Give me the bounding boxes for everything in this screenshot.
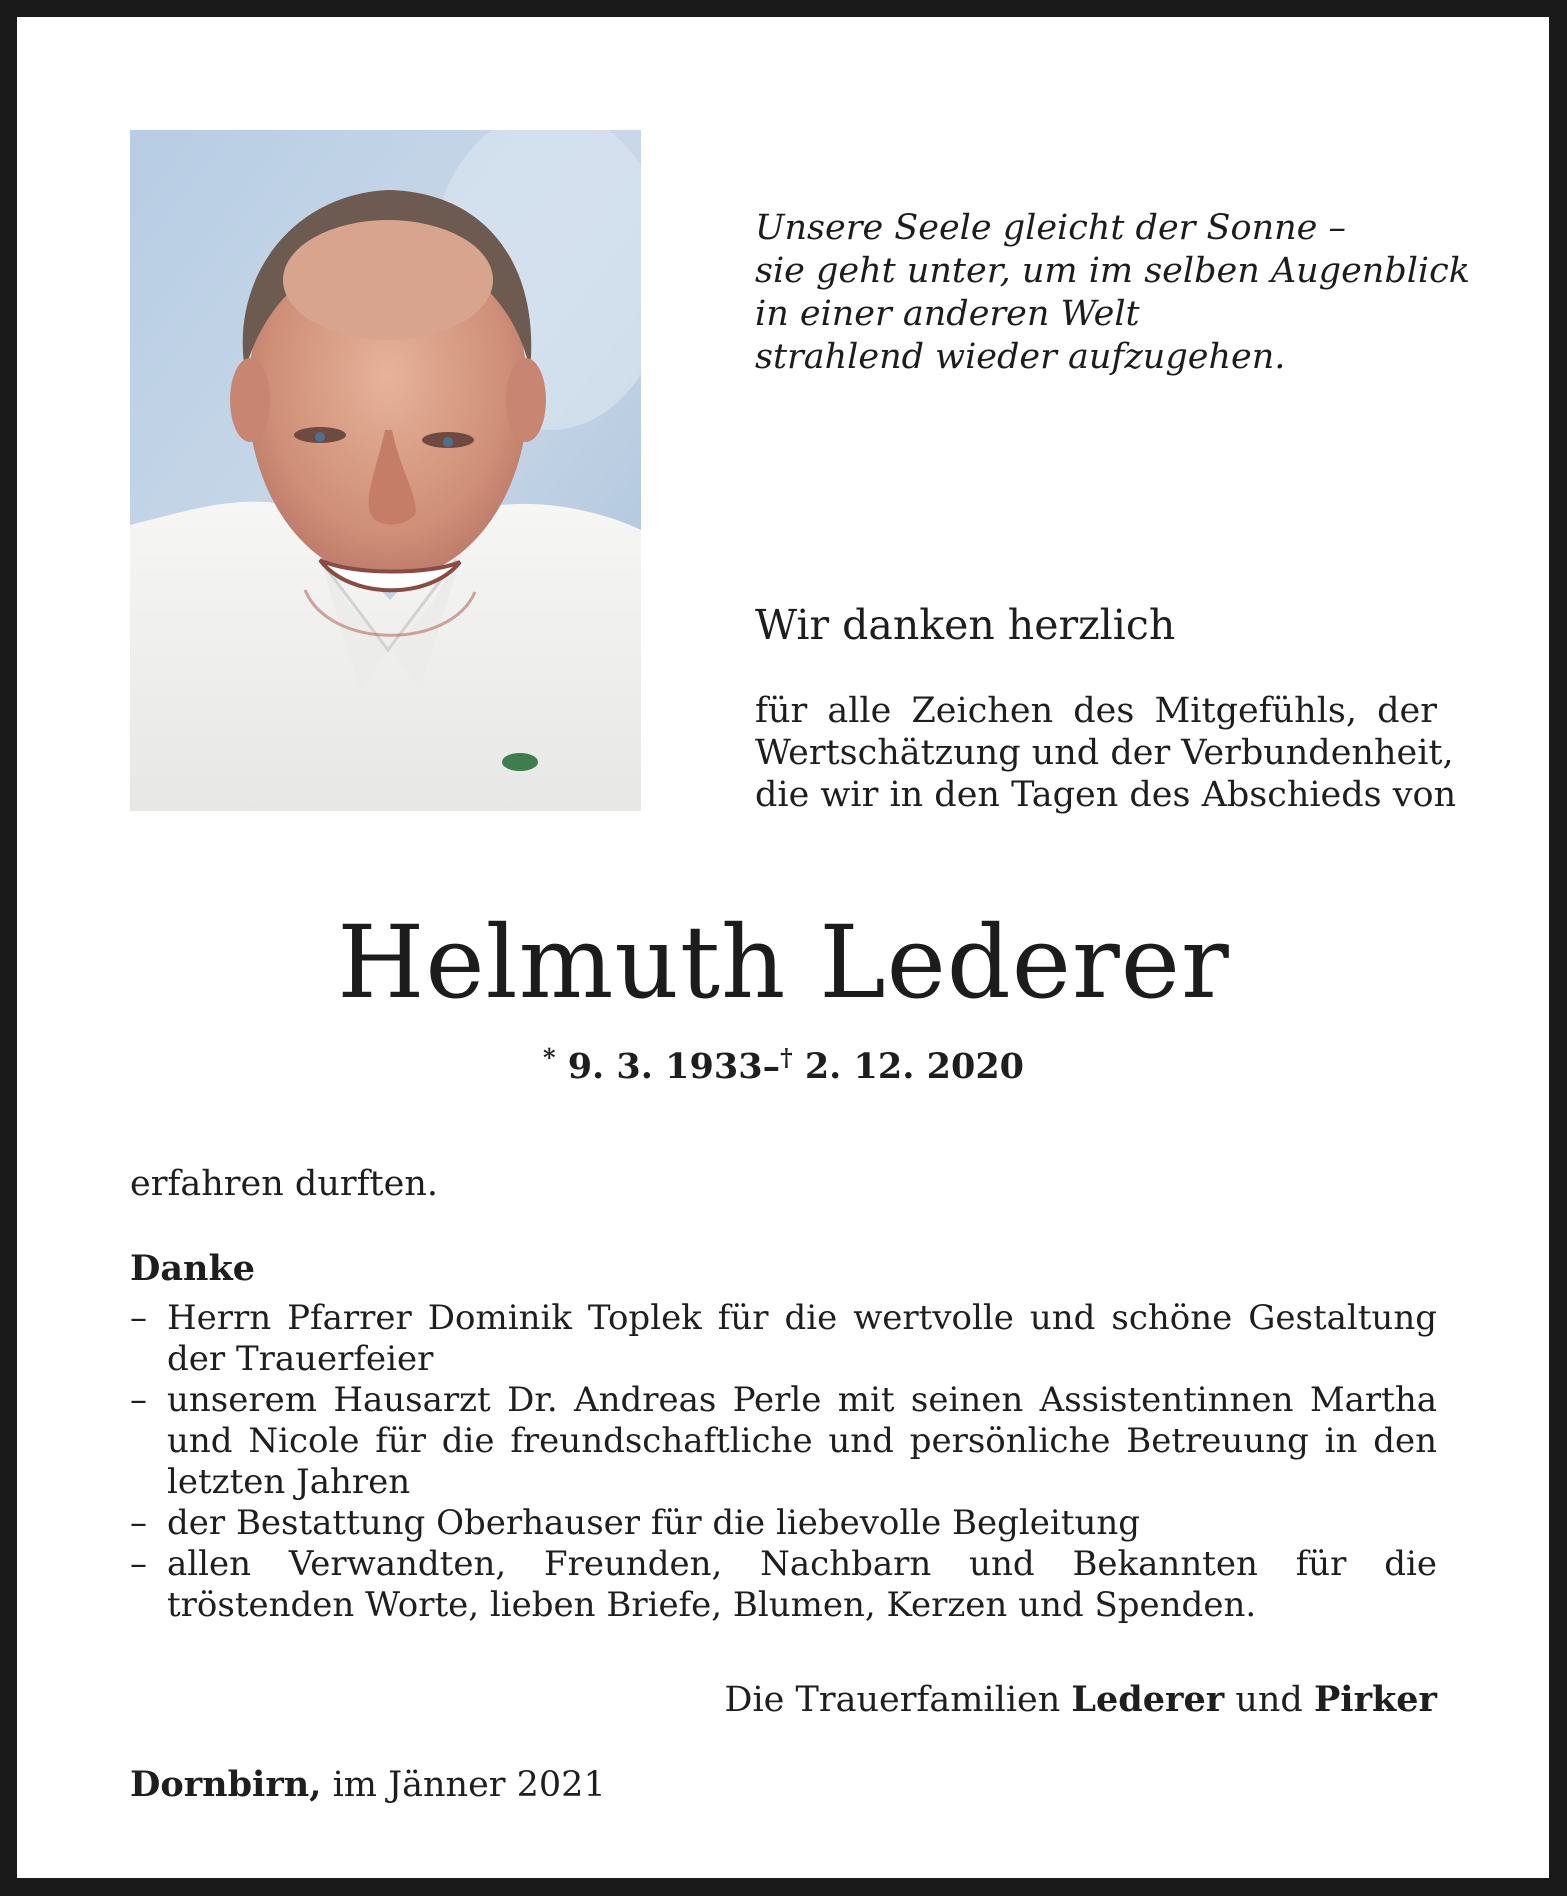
thanks-line: Wertschätzung und der Verbundenheit, — [755, 733, 1454, 773]
signature-prefix: Die Trauerfamilien — [724, 1680, 1061, 1720]
quote-line: Unsere Seele gleicht der Sonne – — [755, 208, 1347, 248]
danke-item — [130, 1544, 1437, 1626]
list-dash: – — [130, 1380, 147, 1420]
deceased-name: Helmuth Lederer — [337, 904, 1230, 1021]
list-dash: – — [130, 1503, 147, 1543]
birth-symbol: * — [542, 1043, 556, 1072]
signature-conjunction: und — [1235, 1680, 1303, 1720]
danke-item — [130, 1380, 1437, 1503]
death-date: 2. 12. 2020 — [804, 1046, 1025, 1087]
danke-list — [130, 1298, 1437, 1626]
danke-heading: Danke — [130, 1248, 255, 1289]
continuation-text: erfahren durften. — [130, 1164, 438, 1204]
thanks-heading: Wir danken herzlich — [755, 601, 1176, 649]
family-signature — [724, 1677, 1437, 1723]
danke-item — [130, 1298, 1437, 1380]
quote-line: in einer anderen Welt — [755, 294, 1140, 334]
place-date: im Jänner 2021 — [332, 1765, 606, 1805]
portrait-photo — [130, 130, 641, 811]
list-dash: – — [130, 1298, 147, 1338]
thanks-line: für alle Zeichen des Mitgefühls, der — [755, 691, 1437, 731]
danke-item-text: allen Verwandten, Freunden, Nachbarn und Bekannten für die tröstenden Worte, lieben Briefe, Blumen, Kerzen und Spenden. — [167, 1544, 1437, 1625]
danke-item-text: Herrn Pfarrer Dominik Toplek für die wertvolle und schöne Gestaltung der Trauerfeier — [167, 1298, 1437, 1379]
thanks-paragraph — [755, 690, 1457, 816]
date-separator: – — [762, 1046, 781, 1087]
list-dash: – — [130, 1544, 147, 1584]
quote-line: sie geht unter, um im selben Augenblick — [755, 251, 1470, 291]
death-symbol: † — [780, 1043, 793, 1072]
family-name-pirker: Pirker — [1313, 1679, 1437, 1720]
place-city: Dornbirn, — [130, 1764, 322, 1805]
thanks-line: die wir in den Tagen des Abschieds von — [755, 775, 1457, 815]
family-name-lederer: Lederer — [1071, 1679, 1225, 1720]
memorial-quote — [755, 207, 1470, 379]
quote-line: strahlend wieder aufzugehen. — [755, 337, 1286, 377]
danke-item-text: der Bestattung Oberhauser für die liebevolle Begleitung — [167, 1503, 1141, 1543]
place-and-date — [130, 1762, 606, 1808]
life-dates — [0, 1035, 1567, 1089]
birth-date: 9. 3. 1933 — [567, 1046, 763, 1087]
danke-item-text: unserem Hausarzt Dr. Andreas Perle mit seinen Assistentinnen Martha und Nicole für die freundschaftliche und persönliche Betreuung in den letzten Jahren — [167, 1380, 1437, 1502]
danke-item — [130, 1503, 1437, 1544]
